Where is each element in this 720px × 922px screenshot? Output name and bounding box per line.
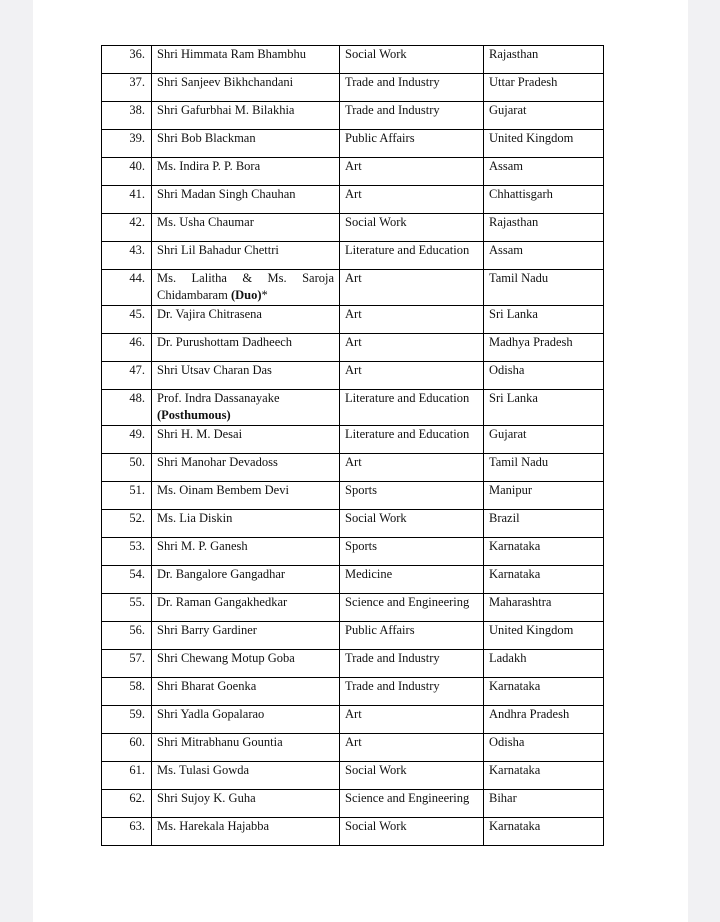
row-number: 53. — [102, 538, 152, 566]
awardee-name: Shri Gafurbhai M. Bilakhia — [152, 102, 340, 130]
awardee-name — [152, 390, 340, 426]
award-field: Art — [340, 158, 484, 186]
awardee-name: Shri Yadla Gopalarao — [152, 706, 340, 734]
awardee-name: Shri H. M. Desai — [152, 426, 340, 454]
award-field: Art — [340, 362, 484, 390]
row-number: 39. — [102, 130, 152, 158]
awardees-table-body — [102, 46, 604, 846]
awardee-state: Tamil Nadu — [484, 454, 604, 482]
table-row — [102, 426, 604, 454]
row-number: 44. — [102, 270, 152, 306]
row-number: 47. — [102, 362, 152, 390]
awardee-name: Shri Sujoy K. Guha — [152, 790, 340, 818]
awardee-state: Rajasthan — [484, 214, 604, 242]
awardee-state: Karnataka — [484, 566, 604, 594]
awardee-state: Andhra Pradesh — [484, 706, 604, 734]
table-row — [102, 790, 604, 818]
award-field: Social Work — [340, 762, 484, 790]
awardee-name: Shri Utsav Charan Das — [152, 362, 340, 390]
row-number: 59. — [102, 706, 152, 734]
row-number: 38. — [102, 102, 152, 130]
row-number: 62. — [102, 790, 152, 818]
row-number: 43. — [102, 242, 152, 270]
award-field: Literature and Education — [340, 242, 484, 270]
awardee-state: Karnataka — [484, 762, 604, 790]
table-row — [102, 454, 604, 482]
table-row — [102, 362, 604, 390]
awardee-name: Dr. Raman Gangakhedkar — [152, 594, 340, 622]
award-field: Public Affairs — [340, 130, 484, 158]
awardee-state: Karnataka — [484, 538, 604, 566]
awardee-state: Uttar Pradesh — [484, 74, 604, 102]
table-row — [102, 214, 604, 242]
row-number: 56. — [102, 622, 152, 650]
awardee-state: Karnataka — [484, 818, 604, 846]
table-row — [102, 734, 604, 762]
table-row — [102, 306, 604, 334]
awardee-name: Shri Manohar Devadoss — [152, 454, 340, 482]
row-number: 54. — [102, 566, 152, 594]
row-number: 51. — [102, 482, 152, 510]
awardee-state: Karnataka — [484, 678, 604, 706]
awardee-name: Shri Sanjeev Bikhchandani — [152, 74, 340, 102]
awardee-name-note: (Posthumous) — [157, 408, 231, 422]
awardee-name-line1: Ms. Lalitha & Ms. Saroja — [157, 271, 334, 285]
award-field: Social Work — [340, 818, 484, 846]
row-number: 63. — [102, 818, 152, 846]
row-number: 49. — [102, 426, 152, 454]
awardees-table — [101, 45, 604, 846]
awardee-state: Sri Lanka — [484, 390, 604, 426]
awardee-name: Ms. Usha Chaumar — [152, 214, 340, 242]
table-row — [102, 622, 604, 650]
table-row — [102, 130, 604, 158]
awardee-state: Ladakh — [484, 650, 604, 678]
awardee-state: Manipur — [484, 482, 604, 510]
award-field: Trade and Industry — [340, 102, 484, 130]
table-row — [102, 538, 604, 566]
awardee-state: United Kingdom — [484, 130, 604, 158]
row-number: 58. — [102, 678, 152, 706]
award-field: Science and Engineering — [340, 594, 484, 622]
award-field: Science and Engineering — [340, 790, 484, 818]
award-field: Art — [340, 306, 484, 334]
award-field: Art — [340, 454, 484, 482]
awardee-name: Dr. Bangalore Gangadhar — [152, 566, 340, 594]
awardee-name — [152, 270, 340, 306]
table-row — [102, 46, 604, 74]
awardee-name-suffix: * — [261, 288, 268, 302]
table-row — [102, 270, 604, 306]
award-field: Literature and Education — [340, 390, 484, 426]
table-row — [102, 158, 604, 186]
row-number: 37. — [102, 74, 152, 102]
awardee-state: Gujarat — [484, 426, 604, 454]
awardee-name: Shri Bob Blackman — [152, 130, 340, 158]
award-field: Sports — [340, 538, 484, 566]
row-number: 41. — [102, 186, 152, 214]
award-field: Art — [340, 334, 484, 362]
awardee-name: Ms. Lia Diskin — [152, 510, 340, 538]
row-number: 40. — [102, 158, 152, 186]
row-number: 48. — [102, 390, 152, 426]
awardee-name: Ms. Oinam Bembem Devi — [152, 482, 340, 510]
awardee-state: Tamil Nadu — [484, 270, 604, 306]
awardee-name-line2: Chidambaram — [157, 288, 228, 302]
award-field: Trade and Industry — [340, 650, 484, 678]
awardee-name: Shri Lil Bahadur Chettri — [152, 242, 340, 270]
award-field: Public Affairs — [340, 622, 484, 650]
awardee-state: Assam — [484, 242, 604, 270]
award-field: Social Work — [340, 510, 484, 538]
row-number: 57. — [102, 650, 152, 678]
award-field: Sports — [340, 482, 484, 510]
table-row — [102, 334, 604, 362]
table-row — [102, 566, 604, 594]
row-number: 50. — [102, 454, 152, 482]
awardee-name: Ms. Tulasi Gowda — [152, 762, 340, 790]
table-row — [102, 186, 604, 214]
row-number: 60. — [102, 734, 152, 762]
awardee-name-note: (Duo) — [230, 288, 262, 302]
awardee-state: Sri Lanka — [484, 306, 604, 334]
awardee-name: Dr. Purushottam Dadheech — [152, 334, 340, 362]
awardee-name-line1: Prof. Indra Dassanayake — [157, 391, 280, 405]
award-field: Art — [340, 706, 484, 734]
award-field: Art — [340, 734, 484, 762]
row-number: 55. — [102, 594, 152, 622]
award-field: Literature and Education — [340, 426, 484, 454]
row-number: 42. — [102, 214, 152, 242]
awardee-state: Chhattisgarh — [484, 186, 604, 214]
awardee-name: Shri Himmata Ram Bhambhu — [152, 46, 340, 74]
award-field: Art — [340, 186, 484, 214]
table-row — [102, 818, 604, 846]
table-row — [102, 390, 604, 426]
table-row — [102, 102, 604, 130]
awardee-name: Shri Bharat Goenka — [152, 678, 340, 706]
awardee-state: Gujarat — [484, 102, 604, 130]
awardee-name: Shri M. P. Ganesh — [152, 538, 340, 566]
table-row — [102, 74, 604, 102]
awardee-state: United Kingdom — [484, 622, 604, 650]
awardee-name: Shri Chewang Motup Goba — [152, 650, 340, 678]
awardee-name: Ms. Indira P. P. Bora — [152, 158, 340, 186]
table-row — [102, 650, 604, 678]
award-field: Social Work — [340, 46, 484, 74]
awardee-state: Maharashtra — [484, 594, 604, 622]
awardee-name: Shri Mitrabhanu Gountia — [152, 734, 340, 762]
row-number: 45. — [102, 306, 152, 334]
awardee-state: Brazil — [484, 510, 604, 538]
award-field: Art — [340, 270, 484, 306]
row-number: 52. — [102, 510, 152, 538]
table-row — [102, 482, 604, 510]
row-number: 36. — [102, 46, 152, 74]
table-row — [102, 242, 604, 270]
row-number: 46. — [102, 334, 152, 362]
award-field: Medicine — [340, 566, 484, 594]
awardee-state: Assam — [484, 158, 604, 186]
table-row — [102, 594, 604, 622]
table-row — [102, 706, 604, 734]
table-row — [102, 762, 604, 790]
awardee-name: Shri Barry Gardiner — [152, 622, 340, 650]
awardee-state: Odisha — [484, 362, 604, 390]
row-number: 61. — [102, 762, 152, 790]
awardee-name: Ms. Harekala Hajabba — [152, 818, 340, 846]
awardee-state: Odisha — [484, 734, 604, 762]
awardee-state: Bihar — [484, 790, 604, 818]
awardee-name: Dr. Vajira Chitrasena — [152, 306, 340, 334]
award-field: Trade and Industry — [340, 678, 484, 706]
awardee-state: Madhya Pradesh — [484, 334, 604, 362]
award-field: Trade and Industry — [340, 74, 484, 102]
table-row — [102, 510, 604, 538]
awardee-name: Shri Madan Singh Chauhan — [152, 186, 340, 214]
table-row — [102, 678, 604, 706]
award-field: Social Work — [340, 214, 484, 242]
awardee-state: Rajasthan — [484, 46, 604, 74]
